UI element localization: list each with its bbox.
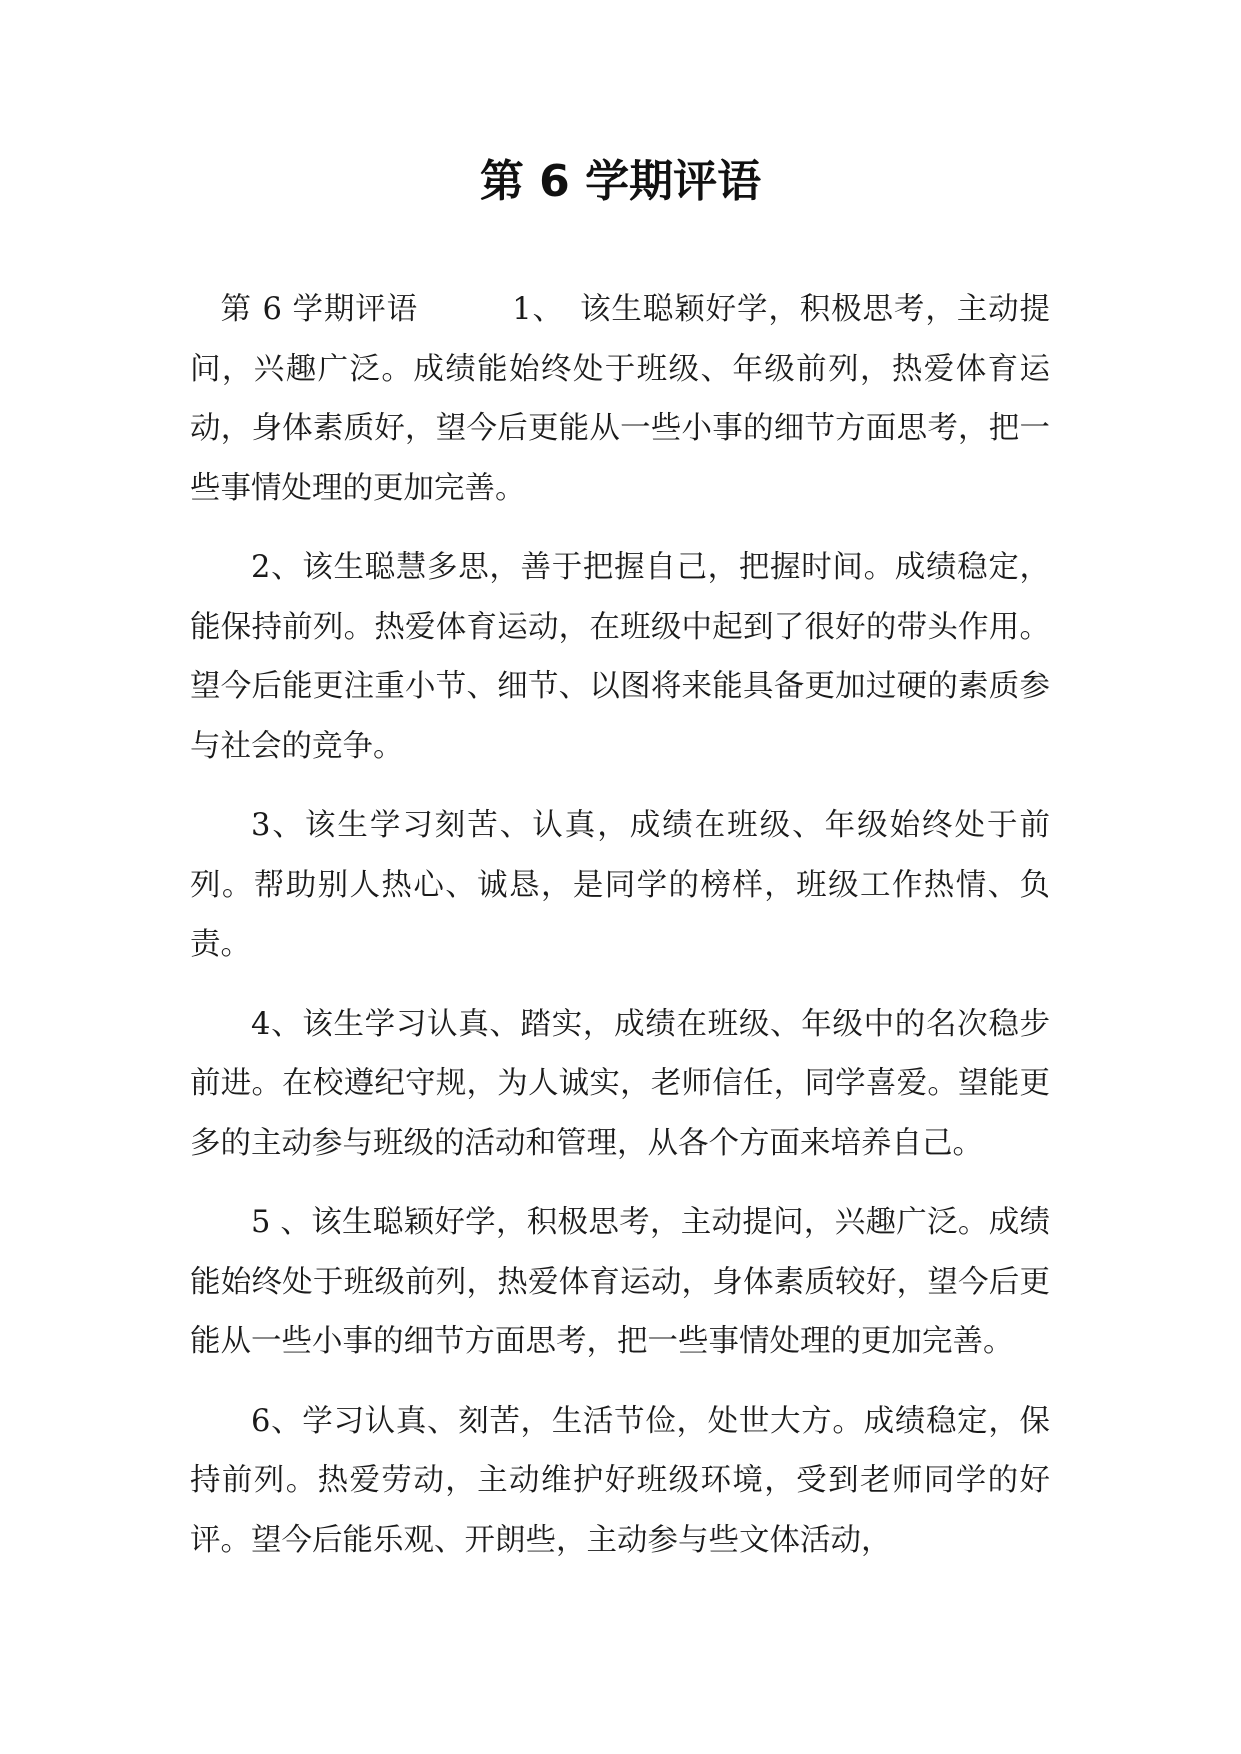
comment-paragraph-6: 6、学习认真、刻苦，生活节俭，处世大方。成绩稳定，保持前列。热爱劳动，主动维护好班级环境，受到老师同学的好评。望今后能乐观、开朗些，主动参与些文体活动， [190,1403,1050,1558]
comment-paragraph-4: 4、该生学习认真、踏实，成绩在班级、年级中的名次稳步前进。在校遵纪守规，为人诚实，老师信任，同学喜爱。望能更多的主动参与班级的活动和管理，从各个方面来培养自己。 [190,1006,1050,1161]
comment-paragraph-1: 第 6 学期评语 1、 该生聪颖好学，积极思考，主动提问，兴趣广泛。成绩能始终处于班级、年级前列，热爱体育运动，身体素质好，望今后更能从一些小事的细节方面思考，把一些事情处理的更加完善。 [190,292,1050,506]
comment-paragraph-5: 5 、该生聪颖好学，积极思考，主动提问，兴趣广泛。成绩能始终处于班级前列，热爱体育运动，身体素质较好，望今后更能从一些小事的细节方面思考，把一些事情处理的更加完善。 [190,1205,1050,1359]
comment-paragraph-3: 3、该生学习刻苦、认真，成绩在班级、年级始终处于前列。帮助别人热心、诚恳，是同学的榜样，班级工作热情、负责。 [190,808,1050,962]
comment-paragraph-2: 2、该生聪慧多思，善于把握自己，把握时间。成绩稳定，能保持前列。热爱体育运动，在班级中起到了很好的带头作用。望今后能更注重小节、细节、以图将来能具备更加过硬的素质参与社会的竞争。 [190,550,1050,764]
document-title: 第 6 学期评语 [479,156,762,207]
document-body [190,280,1050,1590]
